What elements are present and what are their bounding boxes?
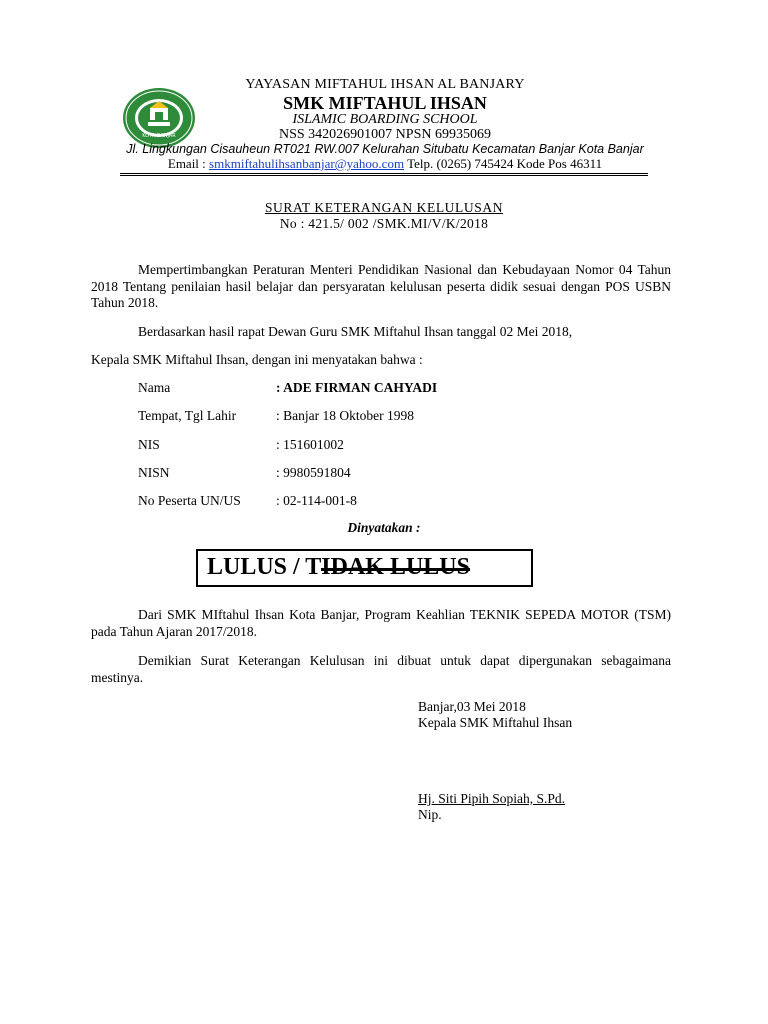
signature-nip: Nip. (418, 807, 442, 822)
paragraph-statement: Kepala SMK Miftahul Ihsan, dengan ini menyatakan bahwa : (91, 352, 423, 367)
signature-name: Hj. Siti Pipih Sopiah, S.Pd. (418, 791, 566, 806)
school-address: Jl. Lingkungan Cisauheun RT021 RW.007 Kelurahan Situbatu Kecamatan Banjar Kota Banjar (126, 142, 644, 156)
contact-info: Telp. (0265) 745424 Kode Pos 46311 (407, 156, 603, 171)
field-label-nis: NIS (138, 437, 160, 452)
field-value-nis: : 151601002 (276, 437, 344, 452)
field-value-name: : ADE FIRMAN CAHYADI (276, 380, 438, 395)
field-label-birth: Tempat, Tgl Lahir (138, 408, 237, 423)
school-name: SMK MIFTAHUL IHSAN (283, 93, 487, 113)
school-subtitle: ISLAMIC BOARDING SCHOOL (292, 112, 478, 127)
result-pass: LULUS / T (207, 554, 322, 580)
email-label: Email : (167, 156, 206, 171)
email-link[interactable]: smkmiftahulihsanbanjar@yahoo.com (209, 156, 405, 171)
signature-position: Kepala SMK Miftahul Ihsan (418, 715, 573, 730)
field-label-nisn: NISN (138, 465, 170, 480)
letterhead-divider (120, 173, 648, 174)
svg-text:KOTA BANJAR: KOTA BANJAR (142, 133, 176, 139)
paragraph-closing: Demikian Surat Keterangan Kelulusan ini dibuat untuk dapat dipergunakan sebagaimana mestinya. (91, 653, 671, 685)
field-value-exam-number: : 02-114-001-8 (276, 493, 357, 508)
declared-label: Dinyatakan : (347, 520, 421, 535)
paragraph-consideration: Mempertimbangkan Peraturan Menteri Pendidikan Nasional dan Kebudayaan Nomor 04 Tahun 2018 Tentang penilaian hasil belajar dan persyaratan kelulusan peserta didik sesuai dengan POS USBN Tahun 2018. (91, 262, 671, 310)
field-value-nisn: : 9980591804 (276, 465, 351, 480)
field-label-name: Nama (138, 380, 171, 395)
contact-line (120, 156, 650, 172)
foundation-name: YAYASAN MIFTAHUL IHSAN AL BANJARY (245, 77, 525, 92)
letterhead-divider-thin (120, 175, 648, 176)
document-title: SURAT KETERANGAN KELULUSAN (264, 200, 504, 215)
field-value-birth: : Banjar 18 Oktober 1998 (276, 408, 414, 423)
result-fail-struck: IDAK LULUS (321, 554, 470, 580)
school-registration: NSS 342026901007 NPSN 69935069 (279, 127, 491, 142)
result-text (207, 554, 470, 581)
field-label-exam-number: No Peserta UN/US (138, 493, 241, 508)
signature-place-date: Banjar,03 Mei 2018 (418, 699, 526, 714)
paragraph-basis: Berdasarkan hasil rapat Dewan Guru SMK Miftahul Ihsan tanggal 02 Mei 2018, (138, 324, 573, 339)
paragraph-program: Dari SMK MIftahul Ihsan Kota Banjar, Program Keahlian TEKNIK SEPEDA MOTOR (TSM) pada Tahun Ajaran 2017/2018. (91, 607, 671, 639)
document-number: No : 421.5/ 002 /SMK.MI/V/K/2018 (279, 216, 489, 231)
